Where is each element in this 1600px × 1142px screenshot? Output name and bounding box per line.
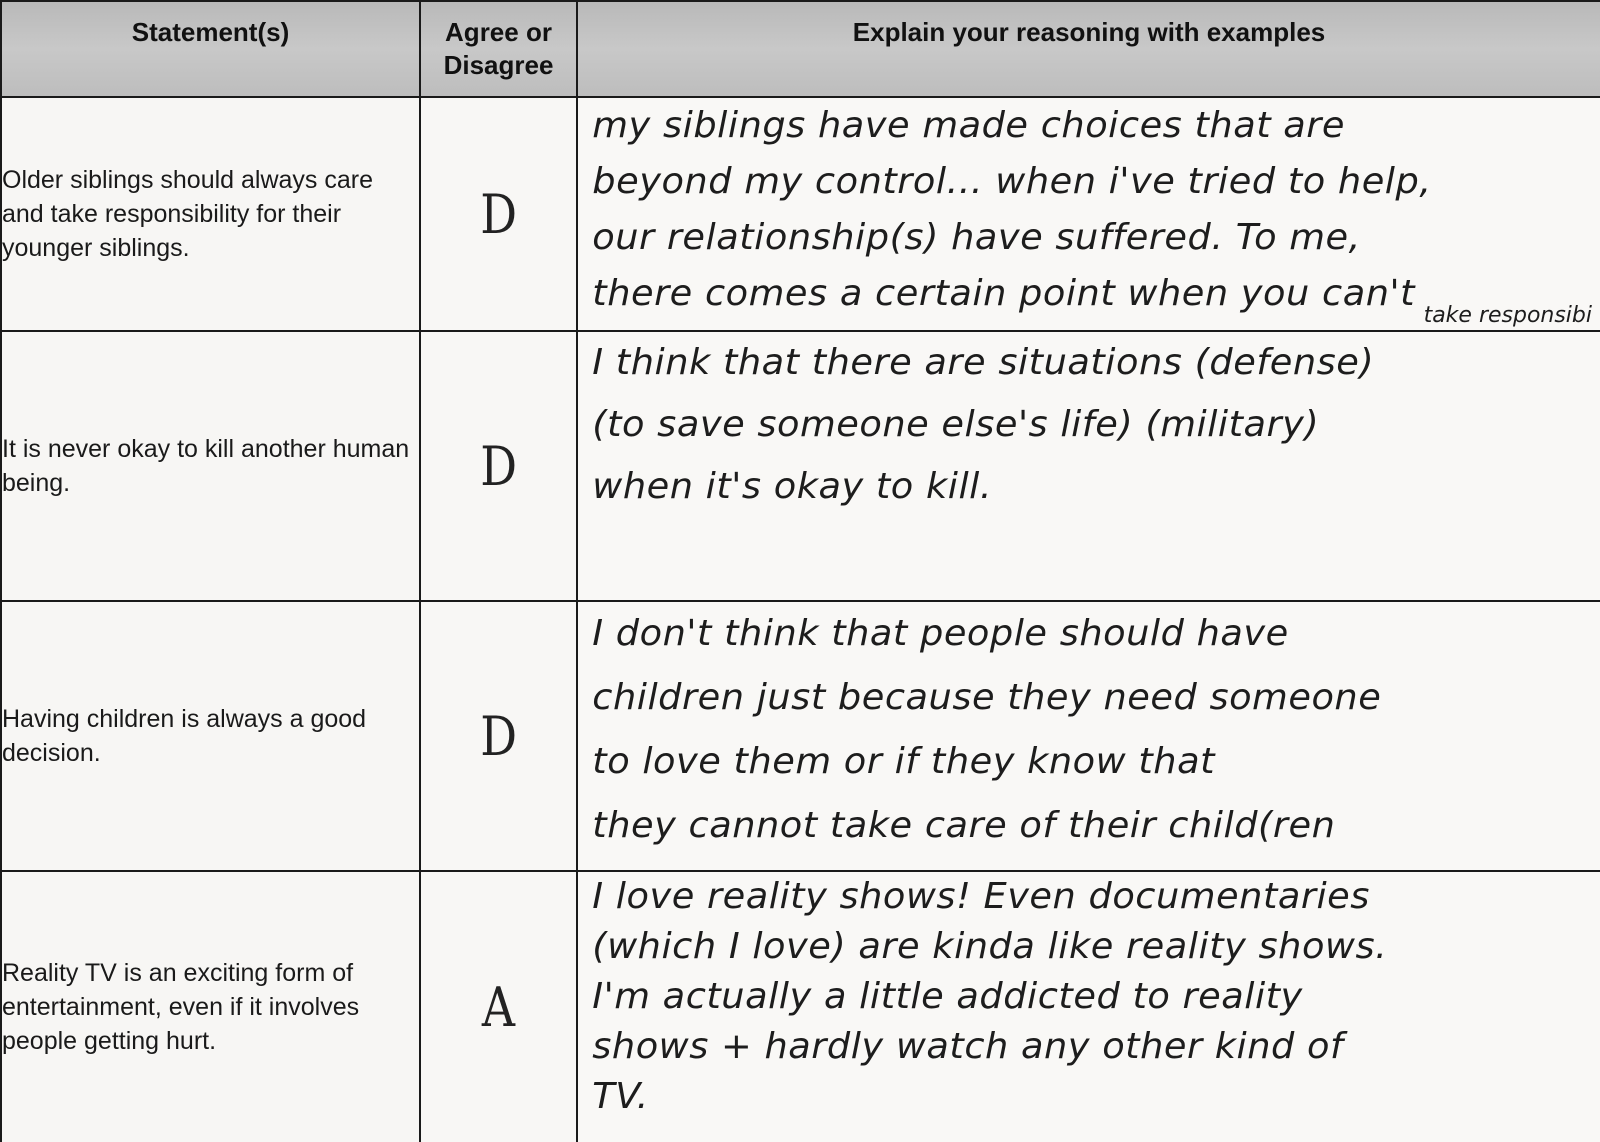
header-reasoning: Explain your reasoning with examples	[577, 1, 1600, 97]
statement-text: Older siblings should always care and take responsibility for their younger siblings.	[1, 97, 420, 331]
answer-mark: A	[481, 975, 516, 1039]
answer-mark: D	[480, 704, 517, 768]
handwritten-line: children just because they need someone	[592, 677, 1382, 718]
reasoning-cell	[577, 601, 1600, 871]
table-row	[1, 871, 1600, 1142]
handwritten-line: there comes a certain point when you can't	[592, 273, 1416, 314]
handwritten-line: (which I love) are kinda like reality shows.	[592, 926, 1388, 967]
answer-cell	[420, 871, 577, 1142]
handwritten-note: take responsibi	[1423, 303, 1592, 328]
handwritten-line: shows + hardly watch any other kind of	[592, 1026, 1344, 1067]
handwritten-line: I love reality shows! Even documentaries	[592, 876, 1370, 917]
answer-mark: D	[480, 182, 517, 246]
reasoning-cell	[577, 97, 1600, 331]
table-row	[1, 97, 1600, 331]
handwritten-line: our relationship(s) have suffered. To me,	[592, 217, 1361, 258]
handwritten-line: beyond my control... when i've tried to help,	[592, 161, 1432, 202]
handwritten-line: TV.	[592, 1076, 649, 1117]
statement-text: Reality TV is an exciting form of entertainment, even if it involves people getting hurt.	[1, 871, 420, 1142]
handwritten-line: I'm actually a little addicted to reality	[592, 976, 1303, 1017]
reasoning-cell	[577, 331, 1600, 601]
handwritten-line: I don't think that people should have	[592, 613, 1289, 654]
handwritten-line: my siblings have made choices that are	[592, 105, 1346, 146]
answer-mark: D	[480, 434, 517, 498]
table-header-row	[1, 1, 1600, 97]
handwritten-line: they cannot take care of their child(ren	[592, 805, 1336, 846]
header-statements: Statement(s)	[1, 1, 420, 97]
table-row	[1, 601, 1600, 871]
answer-cell	[420, 601, 577, 871]
handwritten-line: I think that there are situations (defense)	[592, 342, 1375, 383]
header-agree-disagree: Agree or Disagree	[420, 1, 577, 97]
handwritten-line: to love them or if they know that	[592, 741, 1215, 782]
handwritten-line: (to save someone else's life) (military)	[592, 404, 1320, 445]
handwritten-line: when it's okay to kill.	[592, 466, 993, 507]
reasoning-cell	[577, 871, 1600, 1142]
table-row	[1, 331, 1600, 601]
answer-cell	[420, 97, 577, 331]
statement-text: Having children is always a good decision.	[1, 601, 420, 871]
statement-text: It is never okay to kill another human being.	[1, 331, 420, 601]
answer-cell	[420, 331, 577, 601]
